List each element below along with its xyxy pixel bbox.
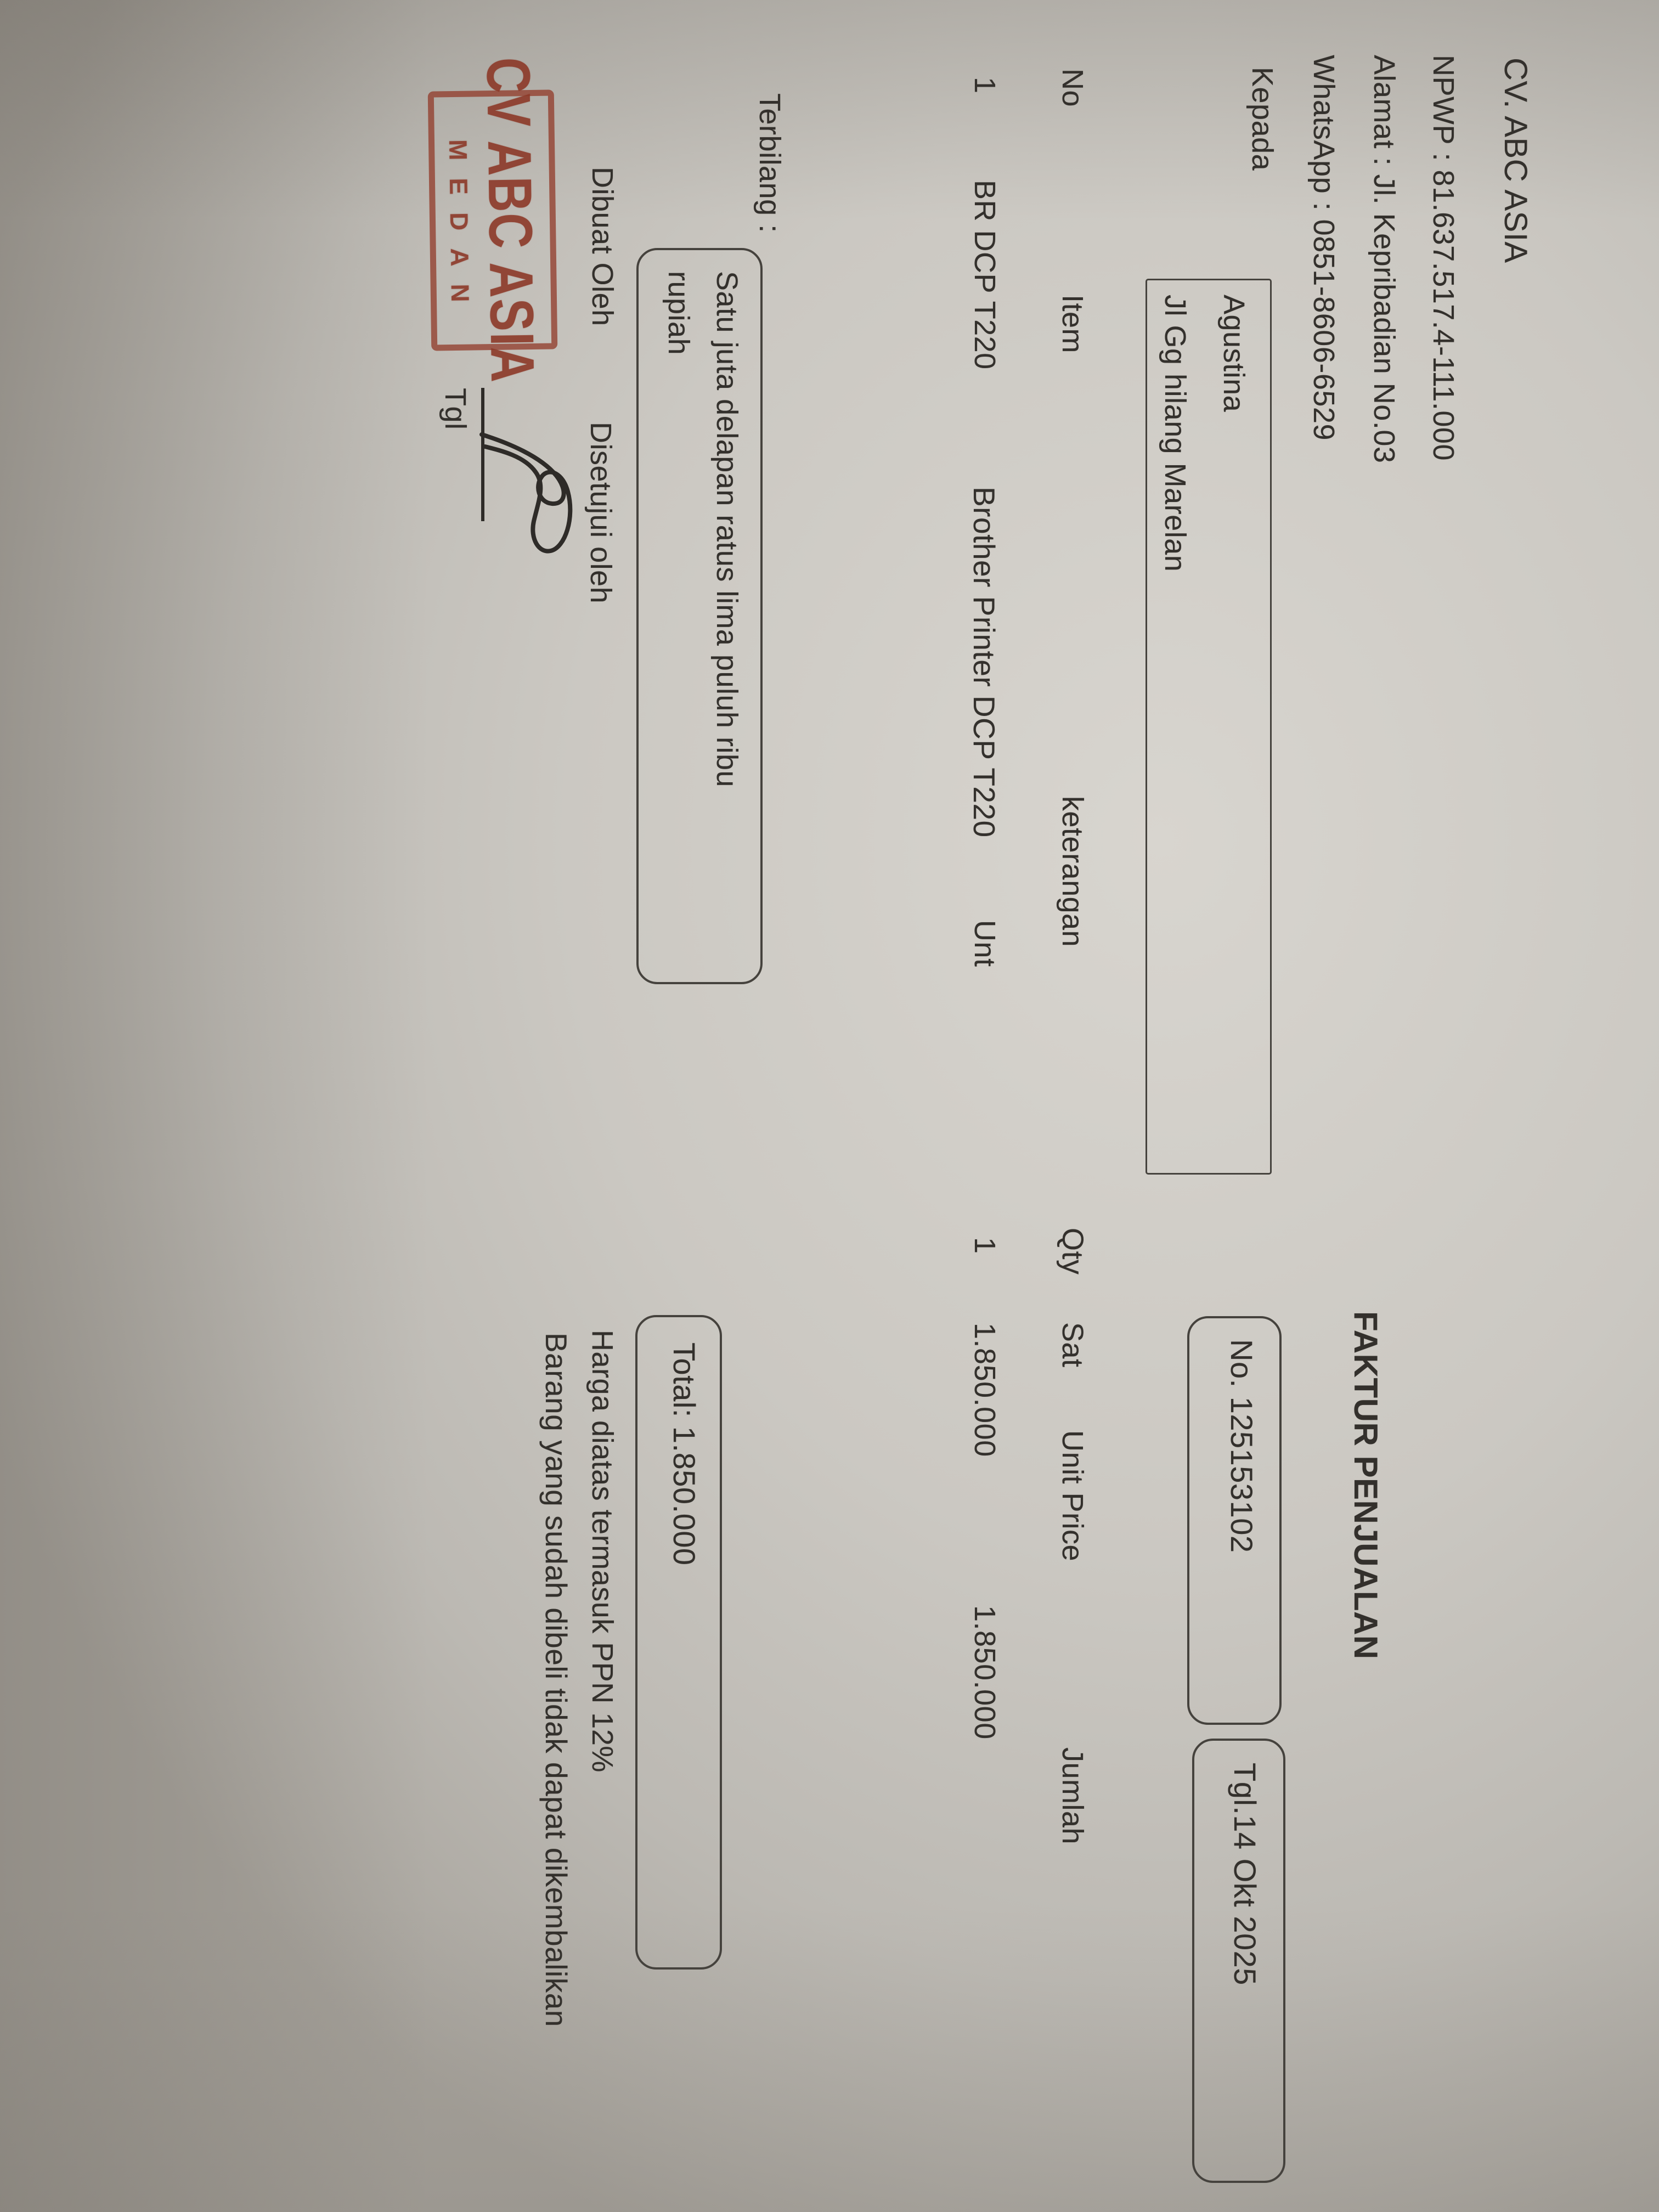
- signature-scribble: [475, 418, 579, 566]
- customer-address: Jl Gg hilang Marelan: [1159, 295, 1192, 572]
- company-stamp: [428, 57, 558, 383]
- date-label: Tgl: [439, 388, 472, 430]
- row-cell-item: BR DCP T220: [968, 180, 1001, 370]
- table-header-no: No: [1056, 69, 1089, 108]
- invoice-number: No. 125153102: [1224, 1339, 1259, 1553]
- invoice-date: Tgl.14 Okt 2025: [1228, 1763, 1262, 1985]
- row-cell-unit-price: 1.850.000: [968, 1323, 1001, 1457]
- table-header-jumlah: Jumlah: [1056, 1747, 1089, 1845]
- note-return: Barang yang sudah dibeli tidak dapat dikembalikan: [539, 1333, 573, 2027]
- kepada-label: Kepada: [1246, 67, 1279, 171]
- terbilang-line2: rupiah: [662, 271, 695, 356]
- table-header-unit-price: Unit Price: [1056, 1430, 1089, 1562]
- approved-by-label: Disetujui oleh: [584, 422, 617, 604]
- row-cell-jumlah: 1.850.000: [968, 1605, 1001, 1740]
- table-header-item: Item: [1056, 295, 1089, 354]
- company-whatsapp: WhatsApp : 0851-8606-6529: [1307, 55, 1340, 441]
- signature-line: [481, 388, 484, 521]
- row-cell-no: 1: [968, 77, 1001, 94]
- table-header-qty: Qty: [1056, 1228, 1089, 1275]
- invoice-title: FAKTUR PENJUALAN: [1347, 1311, 1384, 1660]
- stamp-city: MEDAN: [443, 139, 475, 320]
- made-by-label: Dibuat Oleh: [586, 167, 619, 326]
- table-header-keterangan: keterangan: [1056, 796, 1089, 947]
- customer-name: Agustina: [1217, 295, 1250, 413]
- table-header-sat: Sat: [1056, 1322, 1089, 1368]
- company-address: Alamat : Jl. Kepribadian No.03: [1368, 55, 1401, 464]
- row-cell-keterangan: Brother Printer DCP T220: [967, 487, 1001, 838]
- note-ppn: Harga diatas termasuk PPN 12%: [586, 1330, 619, 1773]
- total-text: Total: 1.850.000: [667, 1342, 702, 1566]
- company-name: CV. ABC ASIA: [1498, 58, 1533, 263]
- terbilang-label: Terbilang :: [753, 93, 786, 233]
- row-cell-qty: 1: [968, 1237, 1001, 1254]
- terbilang-line1: Satu juta delapan ratus lima puluh ribu: [710, 271, 743, 788]
- stamp-company-name: CV ABC ASIA: [473, 57, 548, 383]
- company-npwp: NPWP : 81.637.517.4-111.000: [1427, 55, 1460, 461]
- row-cell-sat: Unt: [968, 920, 1001, 967]
